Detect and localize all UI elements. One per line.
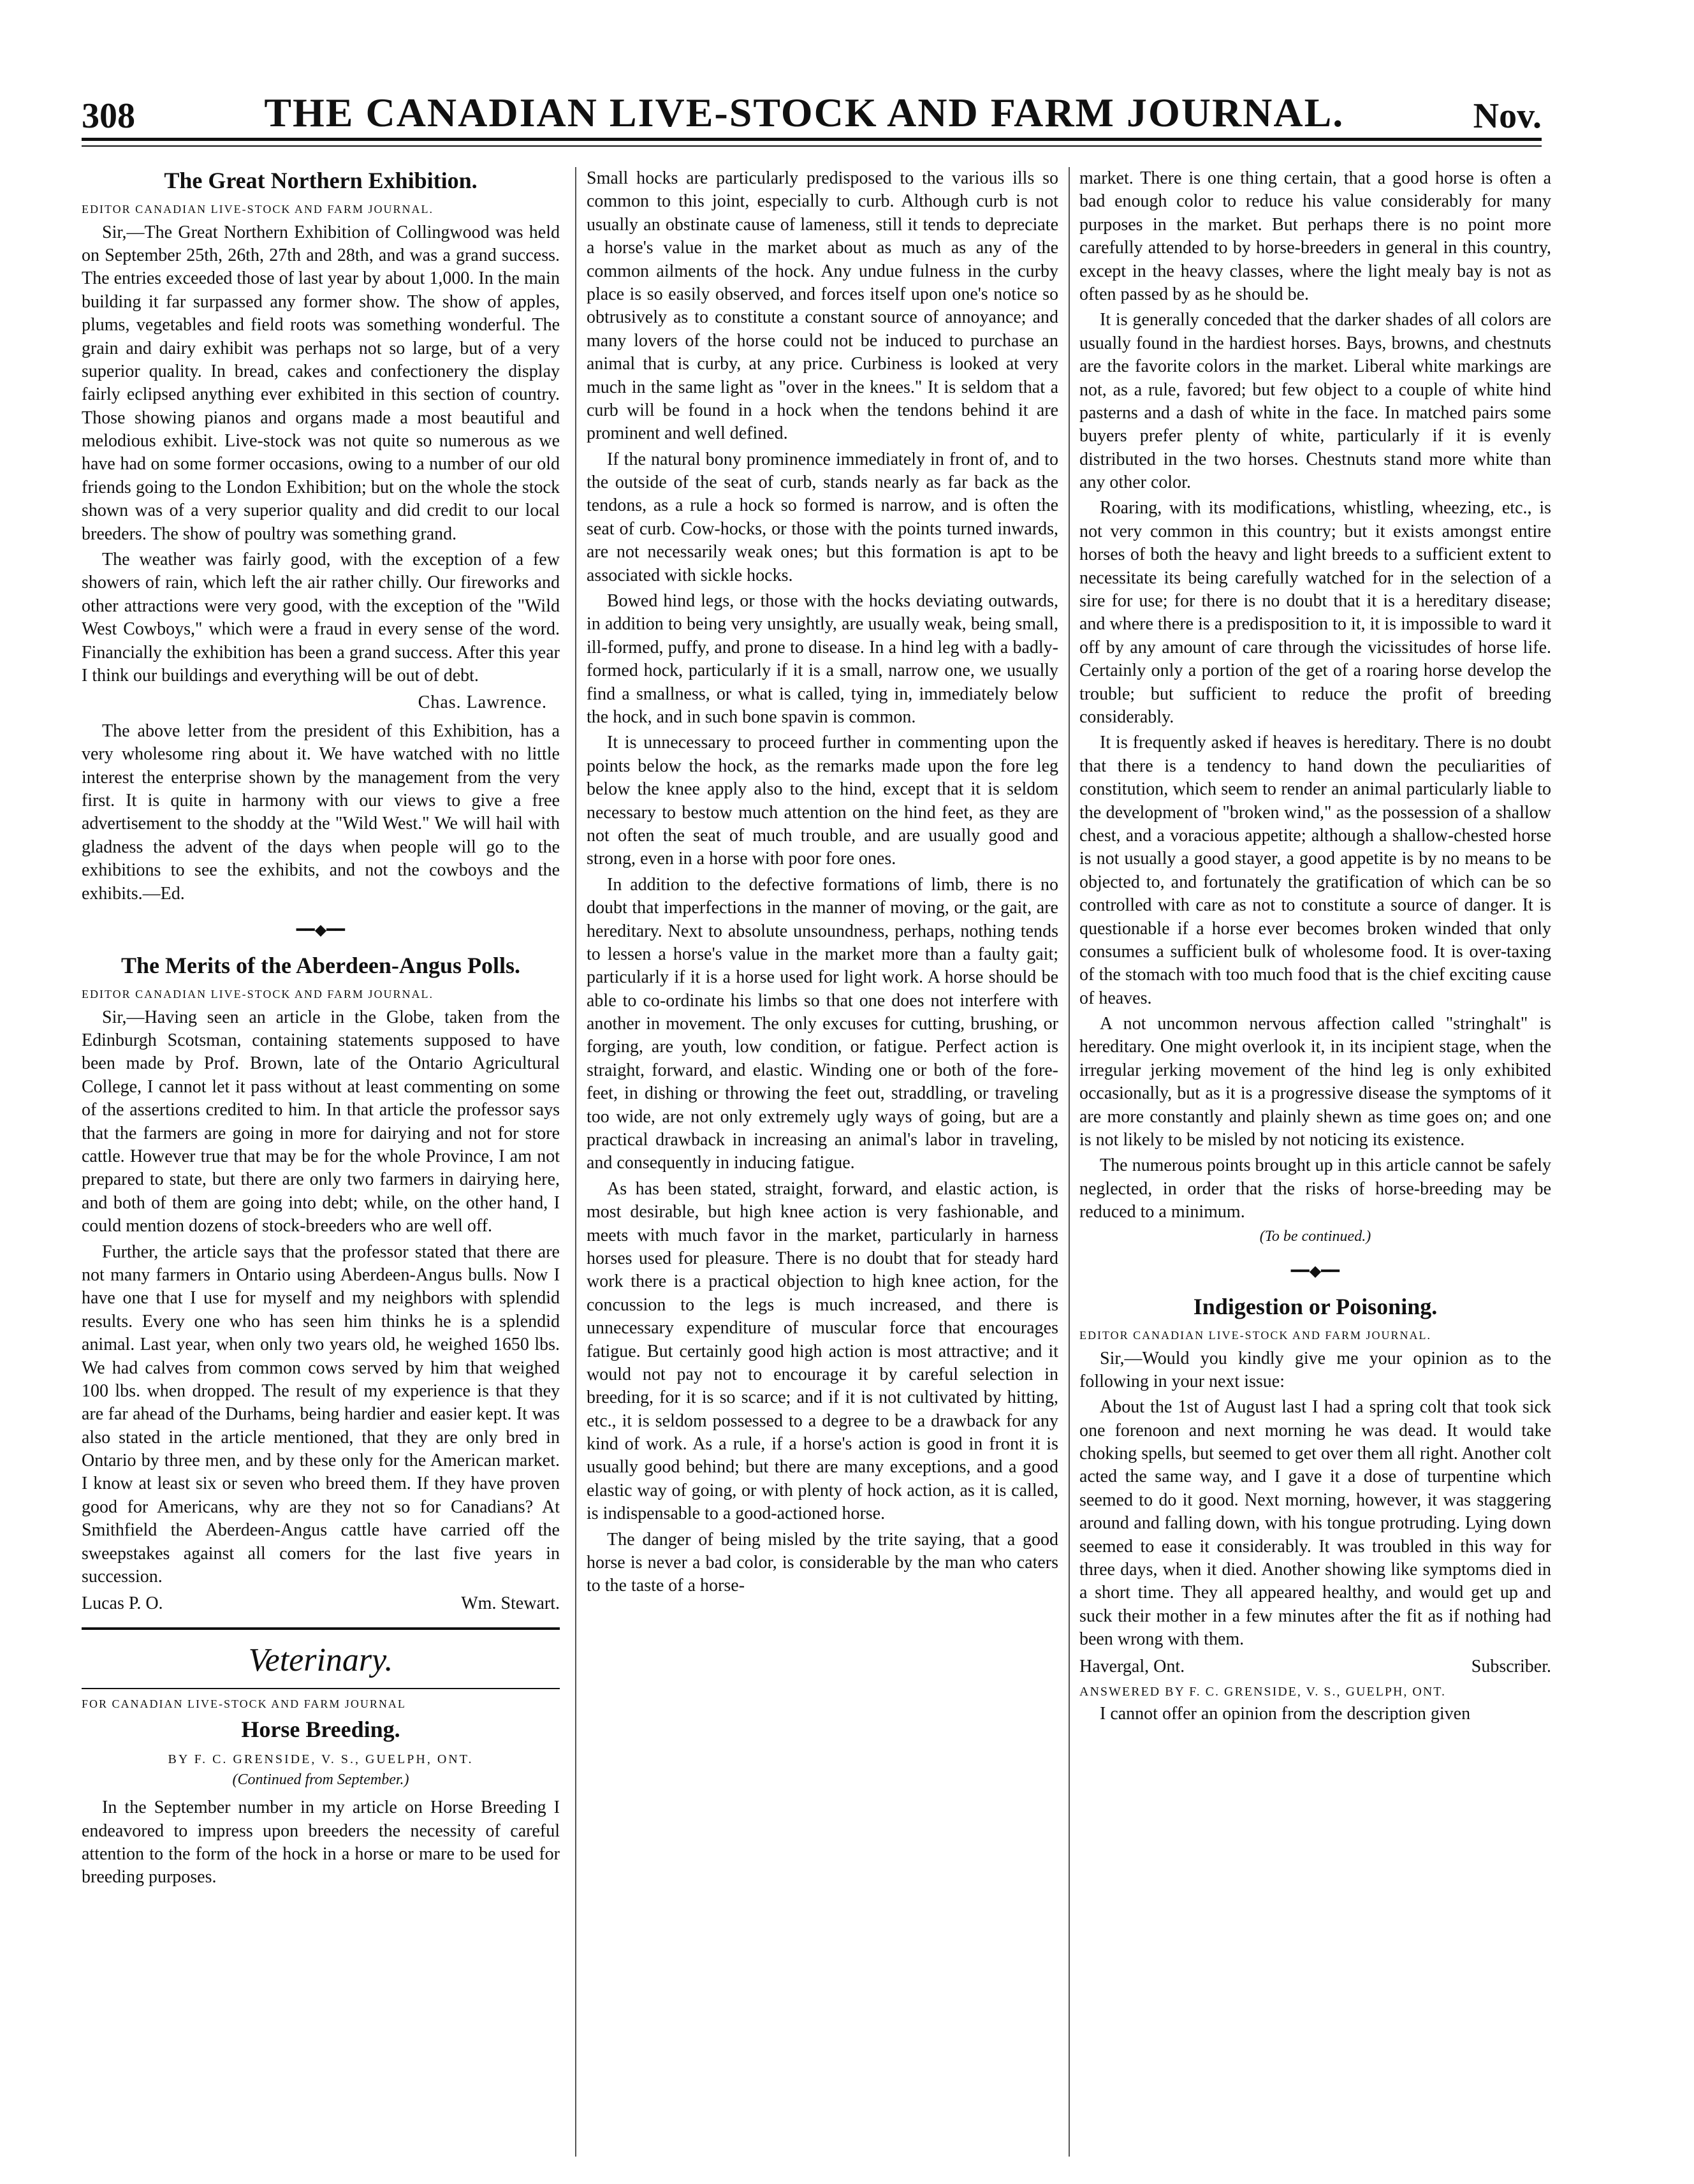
article-paragraph: If the natural bony prominence immediately in front of, and to the outside of the seat of curb, stands nearly as far back as the tendons, as a rule a hock so formed is narrow, and is often the seat of curb. Cow-hocks, or those with the points turned inwards, are not necessarily weak ones; but this formation is apt to be associated with sickle hocks.: [587, 449, 1058, 585]
header-rule-thick: [82, 138, 1542, 141]
editor-note: The above letter from the president of this Exhibition, has a very wholesome ring about it. We have watched with no little interest the enterprise shown by the management from the very first. It is quite in harmony with our views to give a free advertisement to the shoddy at the "Wild West." We will hail with gladness the advent of the days when people will go to the exhibitions to see the exhibits, and not the cowboys and the exhibits.—Ed.: [82, 721, 560, 904]
article-paragraph: A not uncommon nervous affection called "stringhalt" is hereditary. One might overlook it, in its incipient stage, when the irregular jerking movement of the hind leg is only exhibited occasionally, but as it is a progressive disease the symptoms of it are more constantly and plainly shewn as time goes on; and one is not likely to be misled by not noticing its existence.: [1079, 1014, 1551, 1150]
to-be-continued-note: (To be continued.): [1259, 1228, 1371, 1245]
article-paragraph: Sir,—Having seen an article in the Globe, taken from the Edinburgh Scotsman, containing statements supposed to have been made by Prof. Brown, late of the Ontario Agricultural College, I cannot let it pass without at least commenting on some of the assertions credited to him. In that article the professor says that the farmers are going in more for dairying and not for store cattle. However true that may be for the whole Province, I am not prepared to state, but there are only two farmers in dairying here, and both of them are going into debt; while, on the other hand, I could mention dozens of stock-breeders who are well off.: [82, 1007, 560, 1236]
article-paragraph: I cannot offer an opinion from the description given: [1100, 1704, 1471, 1724]
section-rule: [82, 1688, 560, 1689]
article-heading-indigestion: Indigestion or Poisoning.: [1193, 1293, 1438, 1319]
byline: BY F. C. GRENSIDE, V. S., GUELPH, ONT.: [168, 1752, 474, 1766]
signature: Subscriber.: [1471, 1656, 1551, 1676]
editor-line: EDITOR CANADIAN LIVE-STOCK AND FARM JOURNAL.: [1079, 1329, 1432, 1342]
article-paragraph: The danger of being misled by the trite saying, that a good horse is never a bad color, is considerable by the man who caters to the taste of a horse-: [587, 1529, 1058, 1596]
signature: Wm. Stewart.: [461, 1594, 560, 1614]
editor-line: EDITOR CANADIAN LIVE-STOCK AND FARM JOURNAL.: [82, 988, 434, 1001]
column-middle: [587, 167, 1058, 2157]
header-rule-thin: [82, 145, 1542, 147]
editor-line: FOR CANADIAN LIVE-STOCK AND FARM JOURNAL: [82, 1697, 406, 1711]
signature-row: [82, 1592, 560, 1615]
signature-row: [1079, 1655, 1551, 1678]
article-paragraph: In addition to the defective formations of limb, there is no doubt that imperfections in the manner of moving, or the gait, are hereditary. Next to absolute unsoundness, perhaps, nothing tends to lessen a horse's value in the market more than a faulty gait; particularly if it is a horse used for light work. A horse should be able to co-ordinate his limbs so that one does not interfere with another in movement. The only excuses for cutting, brushing, or forging, are youth, low condition, or fatigue. Perfect action is straight, forward, and elastic. Winding one or both of the fore-feet, in dishing or throwing the feet out, straddling, or traveling too wide, are not only extremely ugly ways of going, but are a practical drawback in increasing an animal's labor in traveling, and consequently in inducing fatigue.: [587, 874, 1058, 1173]
section-rule: [82, 1627, 560, 1630]
signature: Chas. Lawrence.: [418, 693, 547, 713]
page-header: [82, 66, 1542, 136]
section-separator: ━━◆━━: [1290, 1263, 1340, 1280]
article-paragraph: Roaring, with its modifications, whistling, wheezing, etc., is not very common in this country; but it exists amongst entire horses of both the heavy and light breeds to a sufficient extent to necessitate its being carefully watched for in the selection of a sire for use; for there is no doubt that it is a hereditary disease; and where there is a predisposition to it, it is impossible to ward it off by any amount of care through the vicissitudes of horse life. Certainly only a portion of the get of a roaring horse develop the trouble; but sufficient to reduce the profit of breeding considerably.: [1079, 498, 1551, 727]
column-right: [1079, 167, 1551, 2157]
issue-month: Nov.: [1473, 96, 1542, 136]
editor-line: EDITOR CANADIAN LIVE-STOCK AND FARM JOURNAL.: [82, 203, 434, 216]
article-paragraph: The numerous points brought up in this article cannot be safely neglected, in order that the risks of horse-breeding may be reduced to a minimum.: [1079, 1155, 1551, 1222]
article-heading-great-northern: The Great Northern Exhibition.: [164, 168, 478, 193]
article-paragraph: Sir,—The Great Northern Exhibition of Collingwood was held on September 25th, 26th, 27th and 28th, and was a grand success. The entries exceeded those of last year by about 1,000. In the main building it far surpassed any former show. The show of apples, plums, vegetables and field roots was something wonderful. The grain and dairy exhibit was perhaps not so large, but of a very superior quality. In bread, cakes and confectionery the display fairly eclipsed anything ever exhibited in this section of country. Those showing pianos and organs made a most beautiful and melodious exhibit. Live-stock was not quite so numerous as we have had on some former occasions, owing to a number of our old friends going to the London Exhibition; but on the whole the stock shown was of a very superior quality and did credit to our local breeders. The show of poultry was something grand.: [82, 222, 560, 544]
article-paragraph: It is unnecessary to proceed further in commenting upon the points below the hock, as the remarks made upon the fore leg below the knee apply also to the hind, except that it is seldom necessary to bestow much attention on the hind feet, as they are not often the seat of much trouble, and are usually good and strong, even in a horse with poor fore ones.: [587, 733, 1058, 869]
column-divider: [1069, 167, 1070, 2157]
article-paragraph: The weather was fairly good, with the exception of a few showers of rain, which left the air rather chilly. Our fireworks and other attractions were very good, with the exception of the "Wild West Cowboys," which were a fraud in every sense of the word. Financially the exhibition has been a grand success. After this year I think our buildings and everything will be out of debt.: [82, 550, 560, 685]
column-left: [82, 167, 560, 2157]
continued-note: (Continued from September.): [232, 1771, 409, 1788]
journal-title: THE CANADIAN LIVE-STOCK AND FARM JOURNAL.: [264, 90, 1345, 135]
article-paragraph: As has been stated, straight, forward, and elastic action, is most desirable, but high knee action is very fashionable, and meets with much favor in the market, particularly in harness horses used for pleasure. There is no doubt that for steady hard work there is a practical objection to high knee action, for the concussion to the legs is much increased, and there is unnecessary expenditure of muscular force that encourages fatigue. But certainly good high action is most attractive; and it would not pay not to encourage it by careful selection in breeding, for it is so scarce; and if it is not cultivated by hitting, etc., it is seldom possessed to a degree to be a drawback for any kind of work. As a rule, if a horse's action is good in front it is usually good behind; but there are many exceptions, and a good elastic way of going, or with plenty of hock action, as it is called, is indispensable to a good-actioned horse.: [587, 1178, 1058, 1524]
article-paragraph: It is generally conceded that the darker shades of all colors are usually found in the hardiest horses. Bays, browns, and chestnuts are the favorite colors in the market. Liberal white markings are not, as a rule, favored; but few object to a couple of white hind pasterns and a dash of white in the face. In matched pairs some buyers prefer plenty of white, particularly if it is evenly distributed in the two horses. Chestnuts stand more white than any other color.: [1079, 310, 1551, 493]
article-paragraph: It is frequently asked if heaves is hereditary. There is no doubt that there is a tendency to hand down the peculiarities of constitution, which seem to render an animal particularly liable to the development of "broken wind," as the possession of a shallow chest, and a voracious appetite; although a shallow-chested horse is not usually a good stayer, a good appetite is by no means to be objected to, and fortunately the gratification of which can be so controlled with care as not to constitute a source of danger. It is questionable if a horse ever becomes broken winded that only consumes a sufficient bulk of wholesome food. It is over-taxing of the stomach with too much food that is the chief exciting cause of heaves.: [1079, 733, 1551, 1008]
article-paragraph: market. There is one thing certain, that a good horse is often a bad enough color to reduce his value considerably for many purposes in the market. But perhaps there is no point more carefully attended to by horse-breeders in general in this country, except in the heavy classes, where the light mealy bay is not as often passed by as he should be.: [1079, 168, 1551, 304]
article-heading-aberdeen-angus: The Merits of the Aberdeen-Angus Polls.: [121, 953, 520, 979]
section-title-veterinary: Veterinary.: [248, 1641, 393, 1678]
article-paragraph: In the September number in my article on Horse Breeding I endeavored to impress upon breeders the necessity of careful attention to the form of the hock in a horse or mare to be used for breeding purposes.: [82, 1798, 560, 1887]
article-paragraph: About the 1st of August last I had a spring colt that took sick one forenoon and next morning he was dead. It would take choking spells, but seemed to get over them all right. Another colt acted the same way, and I gave it a dose of turpentine which seemed to do it good. Next morning, however, it was staggering around and falling down, with his tongue protruding. Lying down seemed to ease it considerably. It was troubled in this way for three days, when it died. Another showing like symptoms died in a short time. They all appeared healthy, and would get up and suck their mother in a few minutes after the fit as if nothing had been wrong with them.: [1079, 1397, 1551, 1650]
answered-by-line: ANSWERED BY F. C. GRENSIDE, V. S., GUELPH, ONT.: [1079, 1685, 1447, 1699]
letter-place: Lucas P. O.: [82, 1594, 163, 1614]
section-separator: ━━◆━━: [296, 921, 346, 939]
column-divider: [575, 167, 576, 2157]
letter-place: Havergal, Ont.: [1079, 1656, 1185, 1676]
article-paragraph: Further, the article says that the professor stated that there are not many farmers in Ontario using Aberdeen-Angus bulls. Now I have one that I use for myself and my neighbors with splendid results. Every one who has seen him thinks he is a splendid animal. Last year, when only two years old, he weighed 1650 lbs. We had calves from common cows served by him that weighed 100 lbs. when dropped. The result of my experience is that they are far ahead of the Durhams, being hardier and easier kept. It was also stated in the article mentioned, that they are only bred in Ontario by three men, and by these only for the American market. I know at least six or seven who breed them. If they have proven good for Americans, why are they not so for Canadians? At Smithfield the Aberdeen-Angus cattle have carried off the sweepstakes against all comers for the last five years in succession.: [82, 1242, 560, 1587]
article-paragraph: Sir,—Would you kindly give me your opinion as to the following in your next issue:: [1079, 1348, 1551, 1391]
article-paragraph: Bowed hind legs, or those with the hocks deviating outwards, in addition to being very unsightly, are usually weak, being small, ill-formed, puffy, and prone to disease. In a hind leg with a badly-formed hock, particularly if it is a small, narrow one, we usually find a smallness, or what is called, tying in, immediately below the hock, and in such bone spavin is common.: [587, 591, 1058, 727]
article-heading-horse-breeding: Horse Breeding.: [241, 1716, 400, 1742]
article-paragraph: Small hocks are particularly predisposed to the various ills so common to this joint, especially to curb. Although curb is not usually an obstinate cause of lameness, still it tends to depreciate a horse's value in the market about as much as any of the common ailments of the hock. Any undue fulness in the curby place is so easily observed, and forces itself upon one's notice so obtrusively as to constitute a constant source of annoyance; and many lovers of the horse could not be induced to purchase an animal that is curby, at any price. Curbiness is looked at very much in the same light as "over in the knees." It is seldom that a curb will be found in a hock when the tendons behind it are prominent and well defined.: [587, 168, 1058, 444]
page-number: 308: [82, 96, 135, 136]
